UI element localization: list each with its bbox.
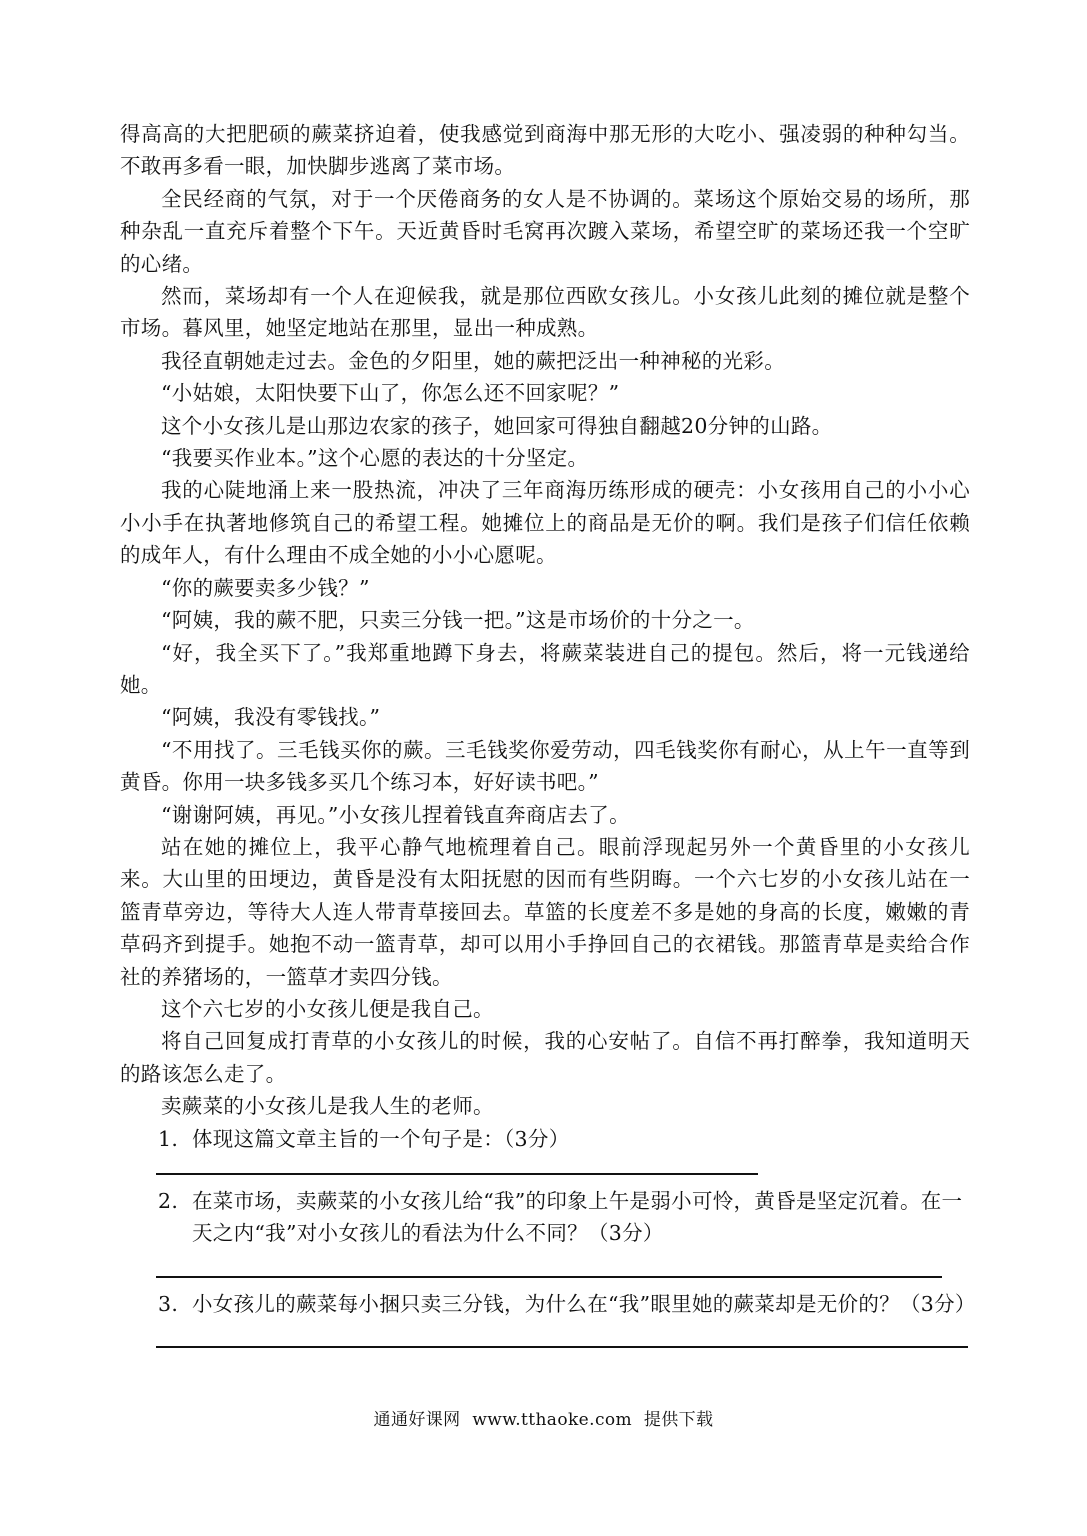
paragraph: 我径直朝她走过去。金色的夕阳里，她的蕨把泛出一种神秘的光彩。 xyxy=(161,348,785,373)
question-text: 体现这篇文章主旨的一个句子是：（3分） xyxy=(192,1126,570,1151)
paragraph: “好，我全买下了。”我郑重地蹲下身去，将蕨菜装进自己的提包。然后，将一元钱递给她。 xyxy=(120,640,970,697)
page-footer xyxy=(0,1405,1087,1430)
question-number: 1. xyxy=(158,1126,179,1151)
paragraph: “阿姨，我的蕨不肥，只卖三分钱一把。”这是市场价的十分之一。 xyxy=(161,608,755,633)
article-body xyxy=(120,118,976,1348)
footer-note: 提供下载 xyxy=(643,1410,714,1430)
paragraph: 站在她的摊位上，我平心静气地梳理着自己。眼前浮现起另外一个黄昏里的小女孩儿来。大山里的田埂边，黄昏是没有太阳抚慰的因而有些阴晦。一个六七岁的小女孩儿站在一篮青草旁边，等待大人连人带青草接回去。草篮的长度差不多是她的身高的长度，嫩嫩的青草码齐到提手。她抱不动一篮青草，却可以用小手挣回自己的衣裙钱。那篮青草是卖给合作社的养猪场的，一篮草才卖四分钱。 xyxy=(120,834,970,989)
question-2 xyxy=(120,1185,970,1250)
question-number: 2. xyxy=(158,1189,179,1213)
paragraph: “谢谢阿姨，再见。”小女孩儿捏着钱直奔商店去了。 xyxy=(161,802,630,827)
paragraph: “阿姨，我没有零钱找。” xyxy=(161,705,381,730)
question-1 xyxy=(120,1123,970,1155)
paragraph: 卖蕨菜的小女孩儿是我人生的老师。 xyxy=(161,1094,494,1119)
paragraph: “我要买作业本。”这个心愿的表达的十分坚定。 xyxy=(161,446,589,471)
answer-line-2[interactable] xyxy=(156,1276,942,1278)
paragraph: “小姑娘，太阳快要下山了，你怎么还不回家呢？” xyxy=(161,381,620,406)
question-3 xyxy=(120,1288,976,1320)
paragraph: 将自己回复成打青草的小女孩儿的时候，我的心安帖了。自信不再打醉拳，我知道明天的路该怎么走了。 xyxy=(120,1029,970,1086)
paragraph: 我的心陡地涌上来一股热流，冲决了三年商海历练形成的硬壳：小女孩用自己的小小心小小手在执著地修筑自己的希望工程。她摊位上的商品是无价的啊。我们是孩子们信任依赖的成年人，有什么理由不成全她的小小心愿呢。 xyxy=(120,478,970,568)
paragraph: 全民经商的气氛，对于一个厌倦商务的女人是不协调的。菜场这个原始交易的场所，那种杂乱一直充斥着整个下午。天近黄昏时毛窝再次踱入菜场，希望空旷的菜场还我一个空旷的心绪。 xyxy=(120,186,970,276)
question-text: 在菜市场，卖蕨菜的小女孩儿给“我”的印象上午是弱小可怜，黄昏是坚定沉着。在一天之内“我”对小女孩儿的看法为什么不同？（3分） xyxy=(192,1189,963,1246)
paragraph: “不用找了。三毛钱买你的蕨。三毛钱奖你爱劳动，四毛钱奖你有耐心，从上午一直等到黄昏。你用一块多钱多买几个练习本，好好读书吧。” xyxy=(120,737,970,795)
answer-line-3[interactable] xyxy=(156,1346,968,1348)
paragraph: 得高高的大把肥硕的蕨菜挤迫着，使我感觉到商海中那无形的大吃小、强凌弱的种种勾当。不敢再多看一眼，加快脚步逃离了菜市场。 xyxy=(120,122,970,179)
answer-line-1[interactable] xyxy=(156,1173,758,1175)
paragraph: 这个小女孩儿是山那边农家的孩子，她回家可得独自翻越20分钟的山路。 xyxy=(161,413,833,438)
paragraph: 然而，菜场却有一个人在迎候我，就是那位西欧女孩儿。小女孩儿此刻的摊位就是整个市场。暮风里，她坚定地站在那里，显出一种成熟。 xyxy=(120,284,970,341)
footer-url[interactable]: www.tthaoke.com xyxy=(472,1410,633,1430)
paragraph: 这个六七岁的小女孩儿便是我自己。 xyxy=(161,996,494,1021)
paragraph: “你的蕨要卖多少钱？” xyxy=(161,575,370,600)
footer-site: 通通好课网 xyxy=(373,1410,461,1430)
question-number: 3. xyxy=(158,1291,179,1316)
question-text: 小女孩儿的蕨菜每小捆只卖三分钱，为什么在“我”眼里她的蕨菜却是无价的？（3分） xyxy=(192,1291,976,1316)
